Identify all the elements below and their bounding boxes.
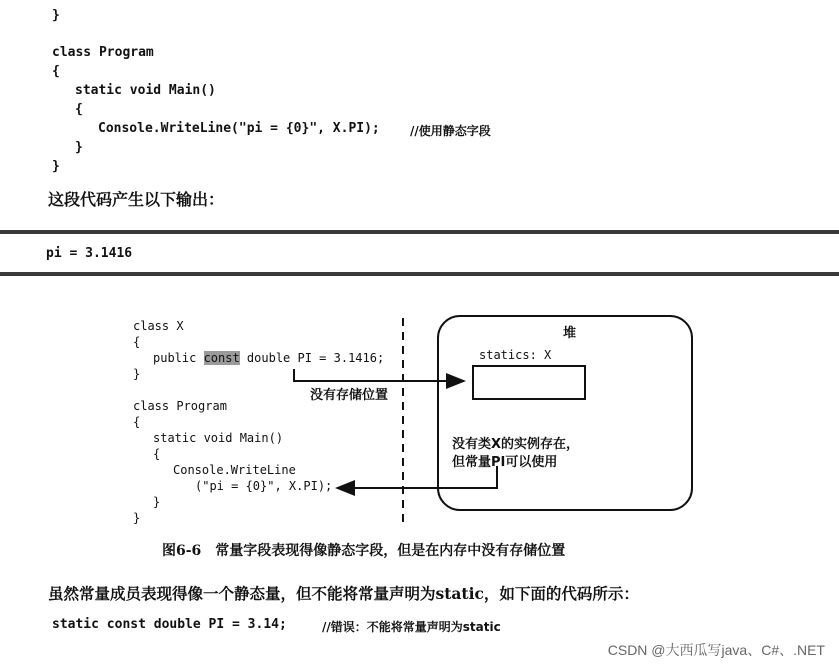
fig-code-line: class X [133,319,184,333]
bottom-comment: //错误：不能将常量声明为static [322,620,501,634]
fig-code-line: ("pi = {0}", X.PI); [195,479,333,493]
code-comment: //使用静态字段 [410,124,491,138]
fig-code-line: } [153,495,161,509]
statics-label: statics: X [479,348,552,362]
const-keyword-highlight: const [203,351,240,365]
heap-label: 堆 [563,326,577,341]
statics-box [473,366,585,399]
note-line-2: 但常量PI可以使用 [452,455,558,470]
output-intro: 这段代码产生以下输出： [48,190,225,209]
fig-code-line: { [133,335,141,349]
fig-code-line: } [133,511,141,525]
bottom-paragraph: 虽然常量成员表现得像一个静态量，但不能将常量声明为static，如下面的代码所示： [48,584,639,603]
code-line: { [75,102,83,117]
fig-code-line: { [153,447,161,461]
output-text: pi = 3.1416 [46,246,133,261]
note-line-1: 没有类X的实例存在， [452,437,580,452]
code-line: class Program [52,45,154,60]
code-line: static void Main() [75,83,216,98]
code-line: } [75,140,83,155]
fig-code-fragment: public [153,351,204,365]
heap-box [438,316,692,510]
fig-code-line: Console.WriteLine [173,463,296,477]
fig-code-line: static void Main() [153,431,284,445]
code-line: } [52,8,60,23]
watermark: CSDN @大西瓜写java、C#、.NET [607,642,825,658]
code-line: { [52,64,60,79]
fig-code-line: class Program [133,399,227,413]
fig-code-fragment: double PI = 3.1416; [239,351,385,365]
code-line: } [52,159,60,174]
no-storage-label: 没有存储位置 [310,388,389,403]
bottom-code: static const double PI = 3.14; [52,617,287,632]
code-line: Console.WriteLine("pi = {0}", X.PI); [98,121,380,136]
figure-caption: 图6-6 常量字段表现得像静态字段，但是在内存中没有存储位置 [162,543,566,559]
fig-code-line: { [133,415,141,429]
fig-code-line: } [133,367,141,381]
